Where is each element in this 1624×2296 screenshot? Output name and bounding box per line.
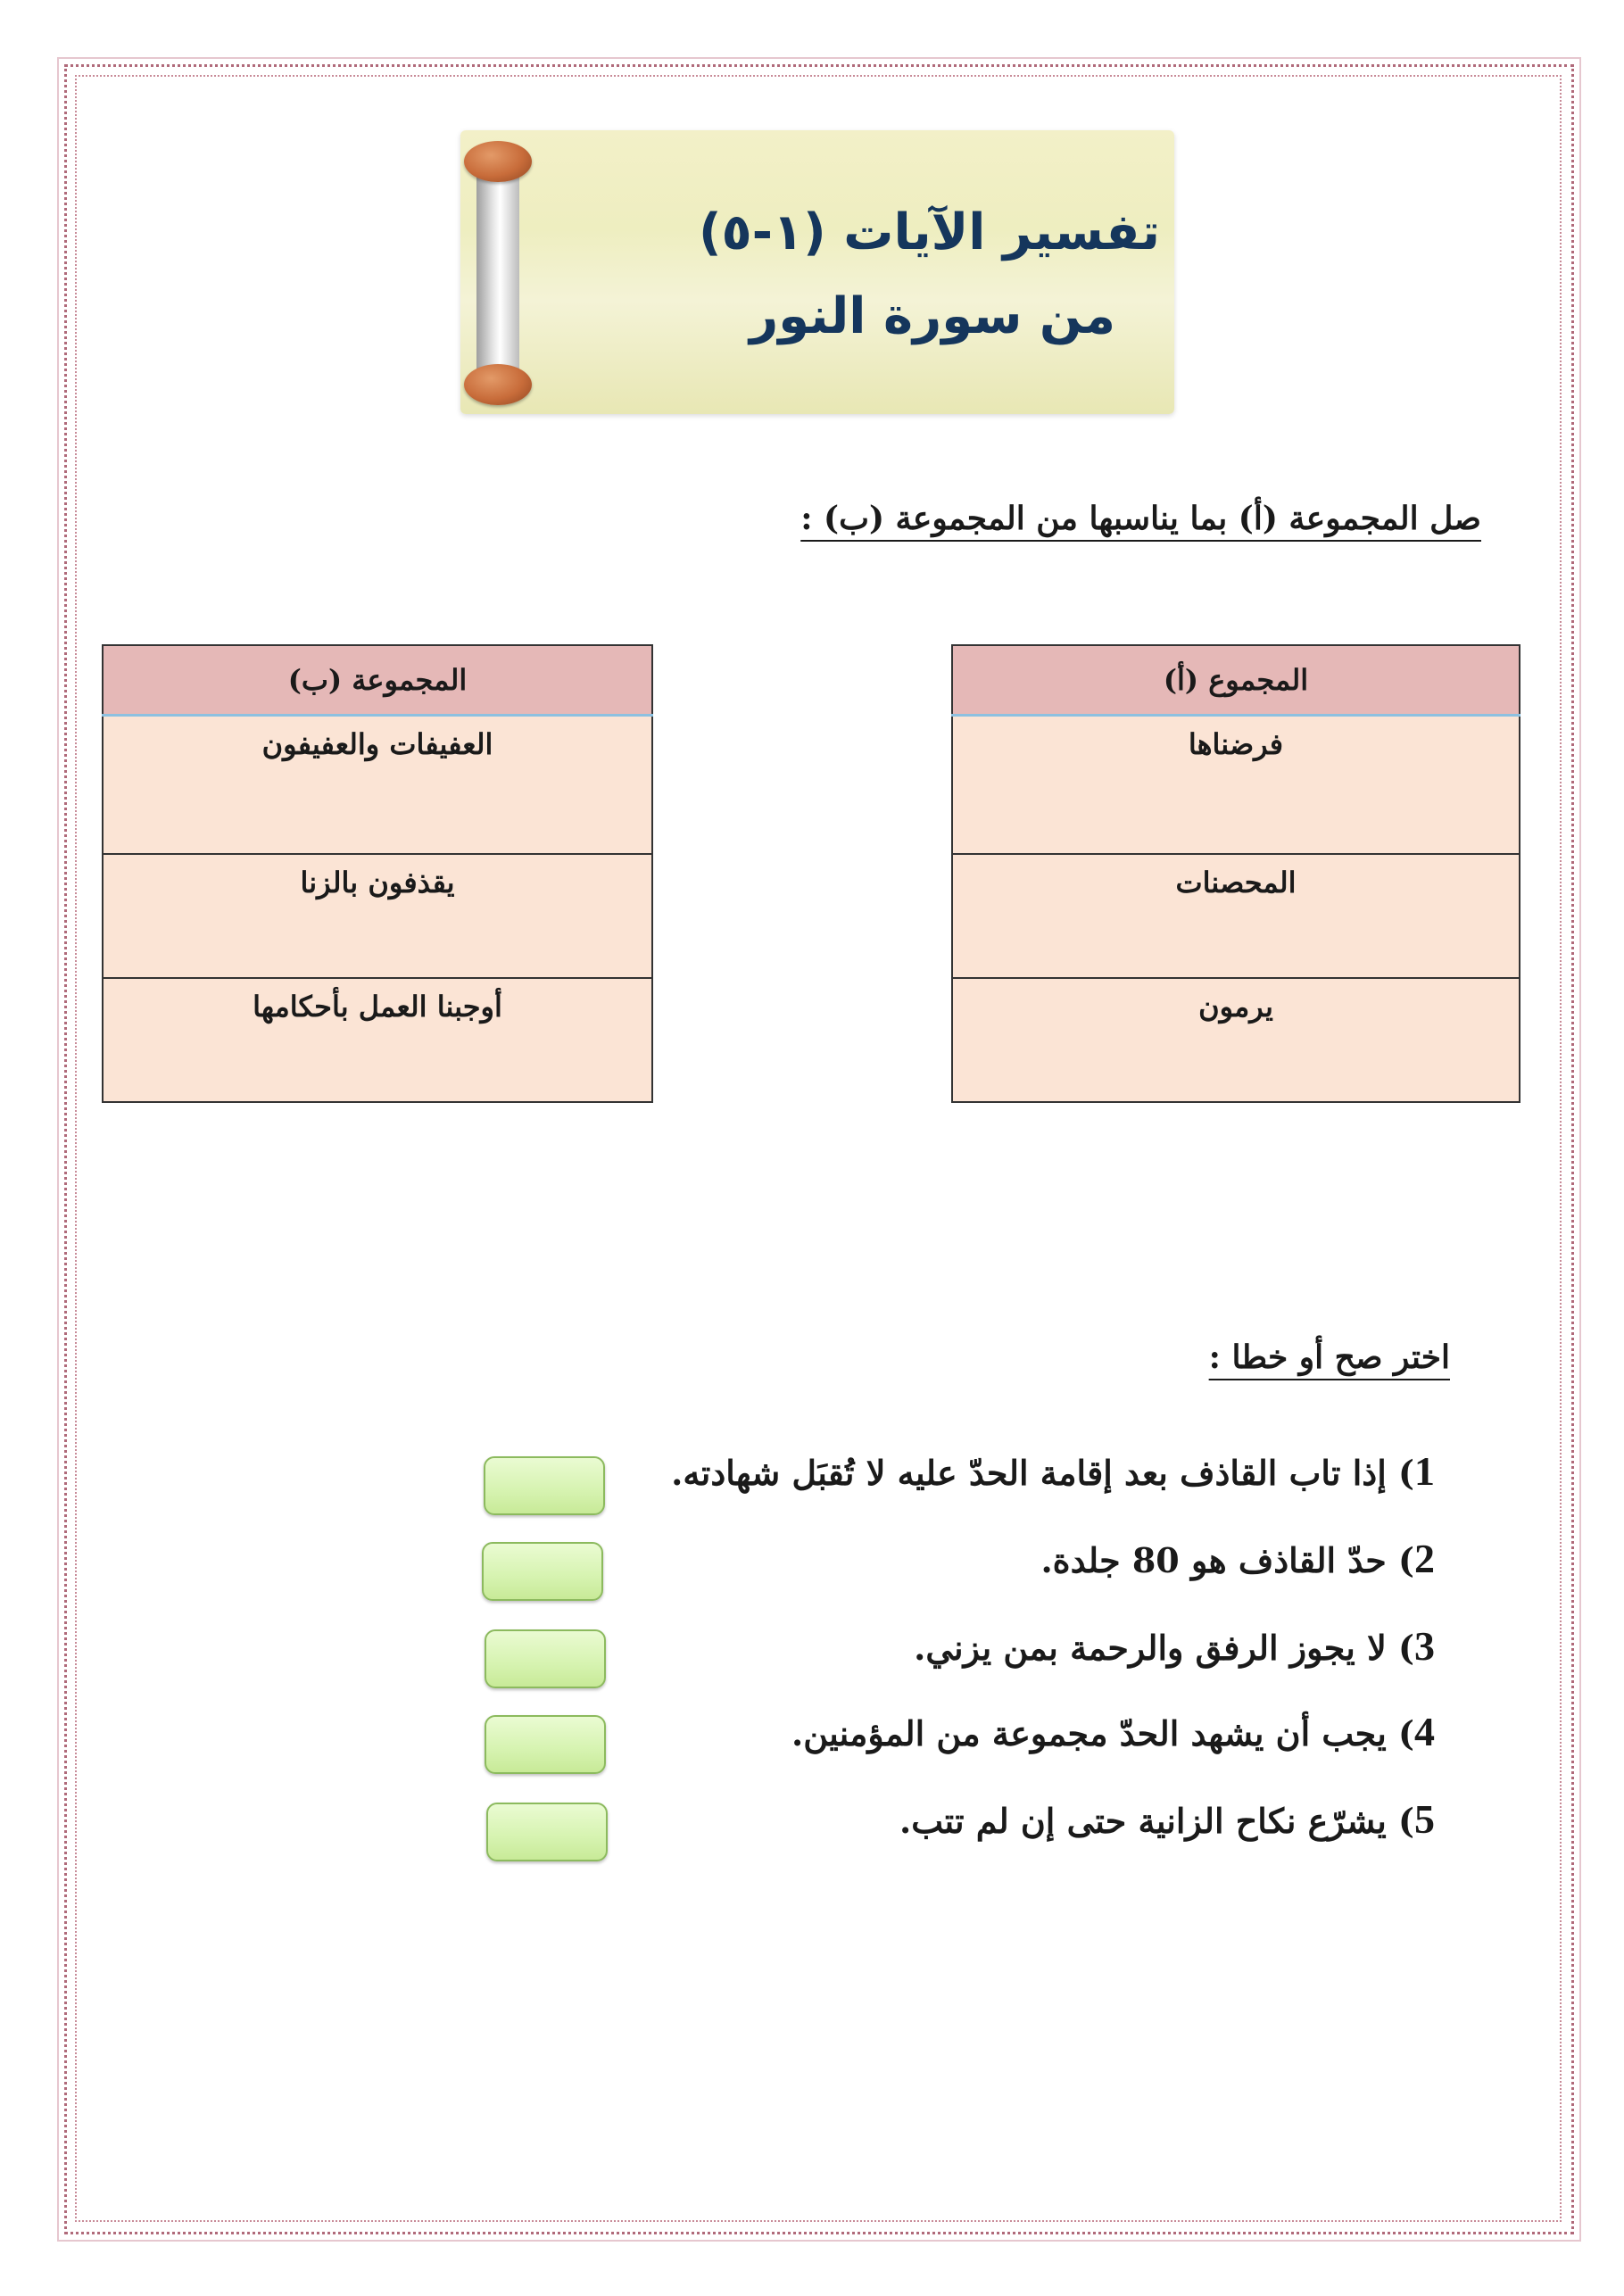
statement-number: 4 <box>1414 1709 1435 1754</box>
statement-1: 1) إذا تاب القاذف بعد إقامة الحدّ عليه لا تُقبَل شهادته. <box>671 1448 1435 1494</box>
group-a-item: فرضناها <box>952 716 1520 855</box>
scroll-cap-top <box>464 141 532 182</box>
matching-instruction-text: صل المجموعة (أ) بما يناسبها من المجموعة (ب) : <box>800 500 1481 537</box>
group-b-item: العفيفات والعفيفون <box>103 716 652 855</box>
banner-title-line-2: من سورة النور <box>750 287 1115 345</box>
statement-text: حدّ القاذف هو 80 جلدة. <box>1040 1540 1387 1580</box>
true-false-instruction-text: اختر صح أو خطا : <box>1208 1339 1450 1376</box>
group-b-item: يقذفون بالزنا <box>103 854 652 978</box>
scroll-cap-bottom <box>464 364 532 405</box>
statement-number: 5 <box>1414 1796 1435 1842</box>
title-banner <box>460 130 1174 414</box>
answer-box-5[interactable] <box>486 1803 608 1861</box>
statement-2: 2) حدّ القاذف هو 80 جلدة. <box>1040 1536 1435 1581</box>
answer-box-3[interactable] <box>485 1629 606 1688</box>
statement-3: 3) لا يجوز الرفق والرحمة بمن يزني. <box>914 1623 1435 1669</box>
statement-5: 5) يشرّع نكاح الزانية حتى إن لم تتب. <box>899 1796 1435 1842</box>
group-b-item: أوجبنا العمل بأحكامها <box>103 978 652 1102</box>
statement-number: 1 <box>1414 1448 1435 1494</box>
group-a-item: يرمون <box>952 978 1520 1102</box>
group-b-table <box>102 644 653 1103</box>
group-a-item: المحصنات <box>952 854 1520 978</box>
answer-box-1[interactable] <box>484 1456 605 1515</box>
banner-title-line-1: تفسير الآيات (١-٥) <box>698 203 1160 261</box>
scroll-rod <box>476 161 519 384</box>
group-b-header: المجموعة (ب) <box>103 645 652 716</box>
scroll-icon <box>464 134 532 412</box>
statement-number: 2 <box>1414 1536 1435 1581</box>
statement-number: 3 <box>1414 1623 1435 1669</box>
answer-box-4[interactable] <box>485 1715 606 1774</box>
true-false-instruction <box>1209 1339 1450 1376</box>
matching-instruction <box>800 500 1481 537</box>
statement-text: يجب أن يشهد الحدّ مجموعة من المؤمنين. <box>791 1713 1387 1753</box>
statement-text: لا يجوز الرفق والرحمة بمن يزني. <box>914 1628 1387 1668</box>
group-a-header: المجموع (أ) <box>952 645 1520 716</box>
statement-text: يشرّع نكاح الزانية حتى إن لم تتب. <box>899 1801 1387 1841</box>
statement-4: 4) يجب أن يشهد الحدّ مجموعة من المؤمنين. <box>791 1709 1435 1754</box>
answer-box-2[interactable] <box>482 1542 603 1601</box>
statement-text: إذا تاب القاذف بعد إقامة الحدّ عليه لا تُقبَل شهادته. <box>671 1453 1387 1493</box>
group-a-table <box>951 644 1520 1103</box>
